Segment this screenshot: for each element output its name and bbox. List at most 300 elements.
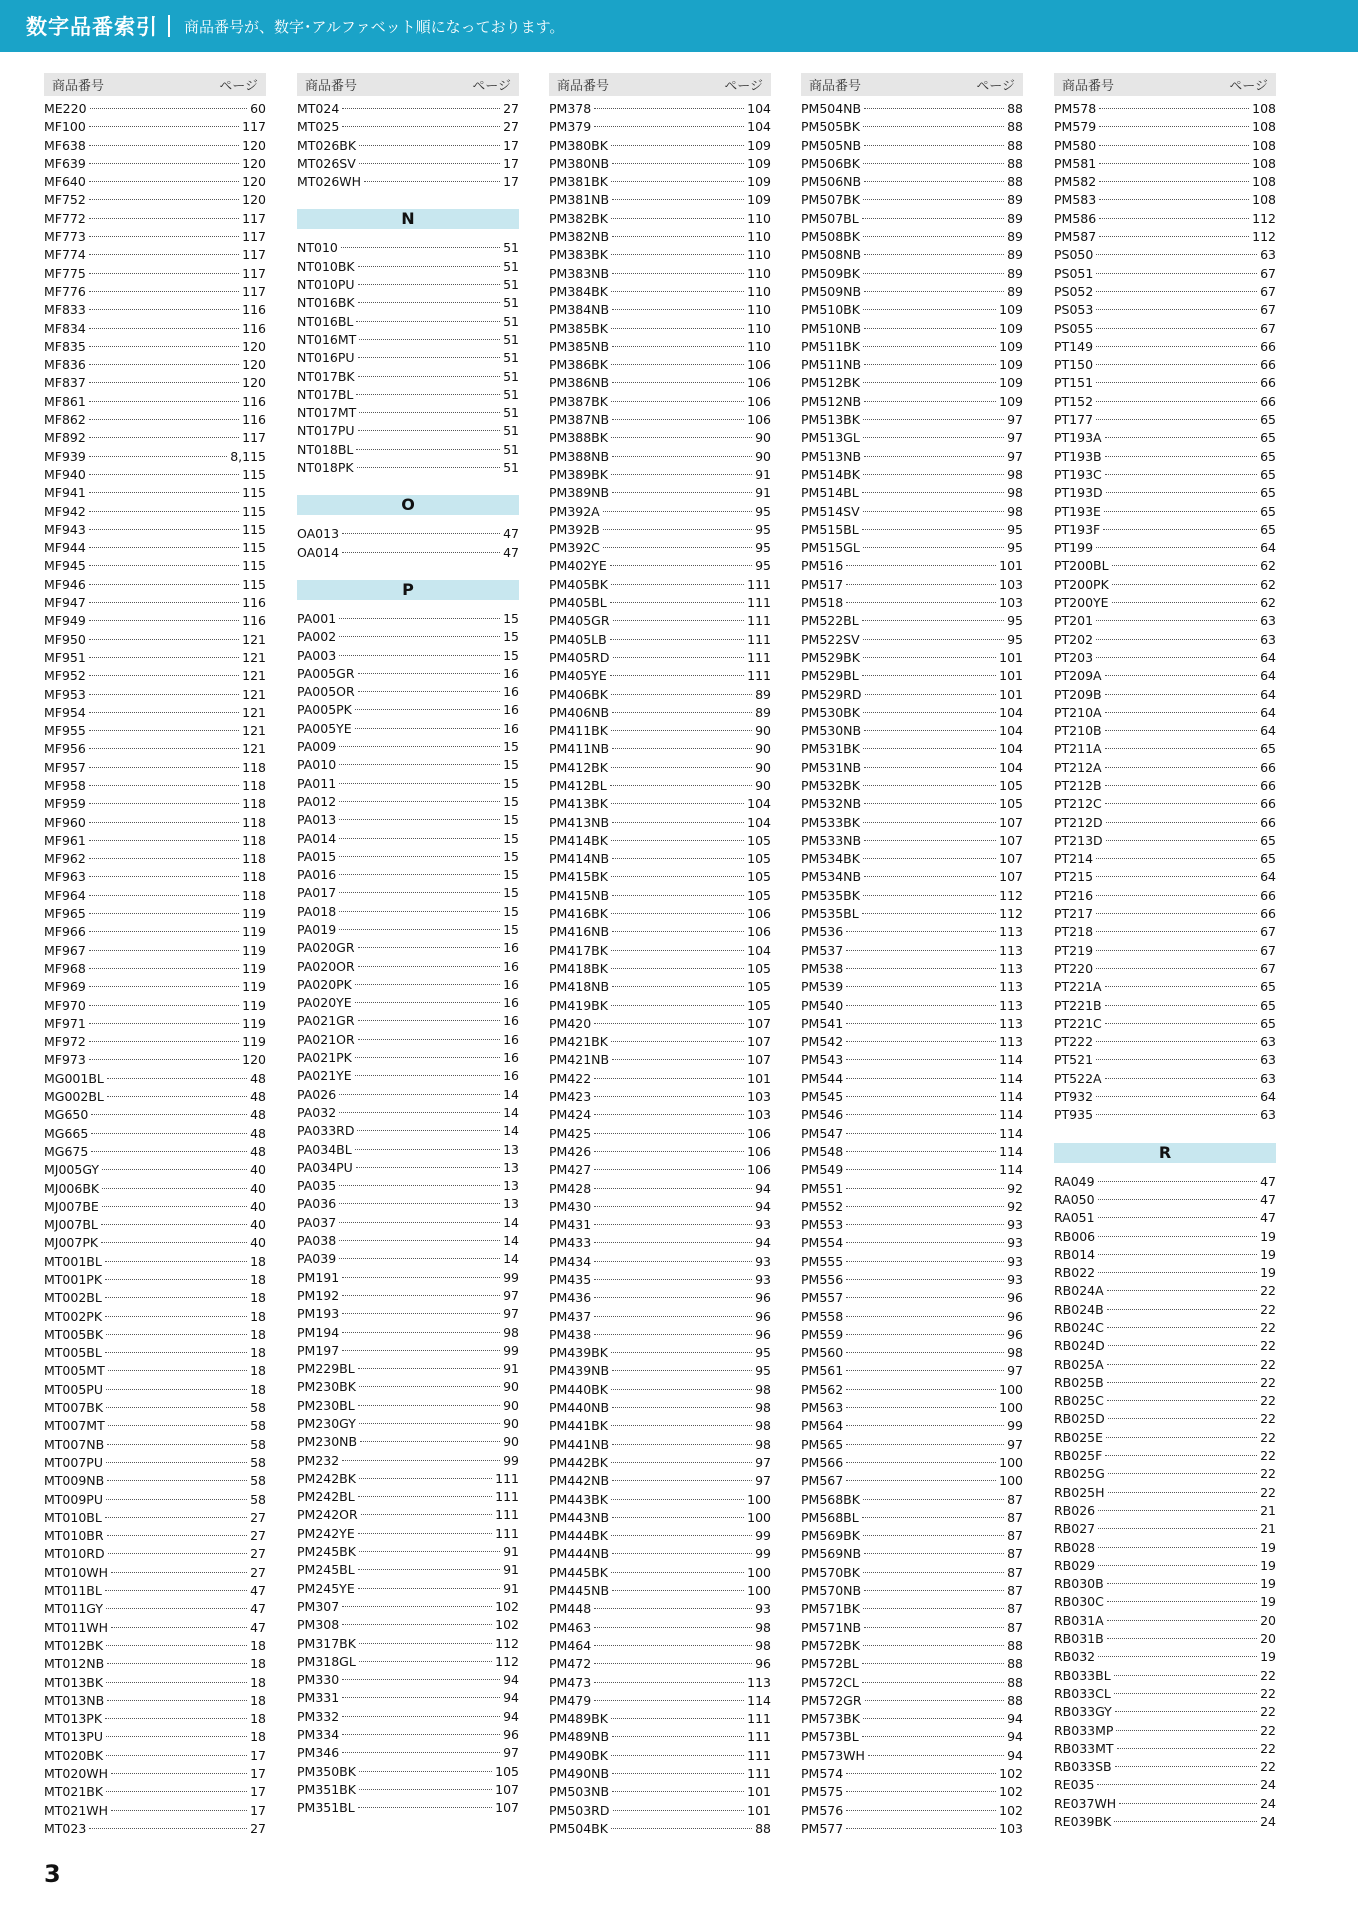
leader-dots — [612, 1791, 744, 1792]
leader-dots — [862, 1663, 1004, 1664]
leader-dots — [1112, 584, 1257, 585]
leader-dots — [107, 1663, 247, 1664]
page-ref: 51 — [503, 277, 519, 293]
product-code: MF958 — [44, 777, 86, 793]
product-code: PM434 — [549, 1253, 592, 1269]
product-code: PM577 — [801, 1820, 844, 1836]
leader-dots — [862, 1682, 1004, 1683]
page-ref: 113 — [999, 942, 1023, 958]
index-entry — [801, 631, 1023, 649]
leader-dots — [863, 273, 1004, 274]
page-ref: 65 — [1260, 521, 1276, 537]
page-ref: 101 — [747, 1784, 771, 1800]
index-entry — [549, 923, 771, 941]
product-code: PT216 — [1054, 887, 1094, 903]
page-ref: 16 — [503, 702, 519, 718]
index-entry — [44, 448, 266, 466]
index-entry — [549, 978, 771, 996]
product-code: PM505NB — [801, 137, 862, 153]
product-code: PM561 — [801, 1363, 844, 1379]
page-ref: 15 — [503, 830, 519, 846]
page-ref: 65 — [1260, 1015, 1276, 1031]
page-ref: 106 — [747, 1143, 771, 1159]
index-entry — [297, 1031, 519, 1049]
index-entry — [801, 356, 1023, 374]
leader-dots — [1098, 1272, 1257, 1273]
leader-dots — [1105, 1023, 1257, 1024]
page-ref: 19 — [1260, 1594, 1276, 1610]
page-ref: 120 — [242, 357, 266, 373]
leader-dots — [846, 986, 996, 987]
product-code: PM197 — [297, 1342, 340, 1358]
page-ref: 27 — [250, 1820, 266, 1836]
product-code: MT012BK — [44, 1637, 104, 1653]
index-entry — [801, 210, 1023, 228]
page-ref: 116 — [242, 412, 266, 428]
page-ref: 47 — [1260, 1191, 1276, 1207]
index-entry — [44, 301, 266, 319]
page-ref: 106 — [747, 1162, 771, 1178]
leader-dots — [106, 1499, 247, 1500]
leader-dots — [1105, 1455, 1257, 1456]
page-ref: 98 — [503, 1324, 519, 1340]
page-ref: 27 — [503, 119, 519, 135]
index-entry — [549, 118, 771, 136]
page-ref: 21 — [1260, 1502, 1276, 1518]
leader-dots — [105, 1517, 247, 1518]
leader-dots — [89, 273, 239, 274]
index-entry — [801, 1600, 1023, 1618]
page-ref: 88 — [1007, 137, 1023, 153]
leader-dots — [89, 602, 239, 603]
leader-dots — [1096, 1059, 1257, 1060]
product-code: PA019 — [297, 921, 337, 937]
page-ref: 95 — [755, 540, 771, 556]
page-ref: 111 — [495, 1470, 519, 1486]
product-code: PT209B — [1054, 686, 1102, 702]
index-entry — [44, 1088, 266, 1106]
product-code: PM229BL — [297, 1361, 355, 1377]
page-ref: 48 — [250, 1107, 266, 1123]
index-entry — [1054, 960, 1276, 978]
leader-dots — [1115, 1766, 1257, 1767]
index-entry — [44, 832, 266, 850]
page-ref: 16 — [503, 1013, 519, 1029]
product-code: PM583 — [1054, 192, 1097, 208]
page-ref: 90 — [755, 430, 771, 446]
page-ref: 101 — [999, 686, 1023, 702]
leader-dots — [868, 1755, 1004, 1756]
product-code: RB031B — [1054, 1631, 1104, 1647]
product-code: PM387NB — [549, 412, 610, 428]
leader-dots — [342, 533, 500, 534]
leader-dots — [89, 565, 239, 566]
product-code: PT200BL — [1054, 558, 1109, 574]
index-entry — [297, 1506, 519, 1524]
leader-dots — [359, 1386, 500, 1387]
leader-dots — [358, 430, 501, 431]
index-entry — [1054, 246, 1276, 264]
leader-dots — [846, 1444, 1004, 1445]
page-ref: 48 — [250, 1143, 266, 1159]
page-ref: 109 — [747, 137, 771, 153]
product-code: PM507BK — [801, 192, 860, 208]
index-entry — [44, 100, 266, 118]
index-entry — [801, 100, 1023, 118]
index-entry — [1054, 576, 1276, 594]
page-ref: 17 — [250, 1802, 266, 1818]
page-ref: 19 — [1260, 1649, 1276, 1665]
page-ref: 62 — [1260, 576, 1276, 592]
index-entry — [549, 173, 771, 191]
product-code: PM445NB — [549, 1583, 610, 1599]
page-ref: 65 — [1260, 485, 1276, 501]
index-header — [0, 0, 1358, 52]
product-code: PM435 — [549, 1272, 592, 1287]
index-entry — [1054, 1015, 1276, 1033]
leader-dots — [89, 785, 239, 786]
leader-dots — [342, 552, 500, 553]
page-ref: 67 — [1260, 320, 1276, 336]
leader-dots — [339, 929, 500, 930]
leader-dots — [612, 309, 744, 310]
product-code: PM514SV — [801, 503, 860, 519]
page-ref: 16 — [503, 976, 519, 992]
index-entry — [549, 612, 771, 630]
page-ref: 18 — [250, 1381, 266, 1397]
leader-dots — [1098, 1236, 1257, 1237]
index-entry — [44, 1454, 266, 1472]
leader-dots — [89, 584, 239, 585]
leader-dots — [356, 321, 500, 322]
page-ref: 15 — [503, 848, 519, 864]
product-code: PM414NB — [549, 851, 610, 867]
index-entry — [549, 429, 771, 447]
page-ref: 20 — [1260, 1631, 1276, 1647]
index-entry — [297, 1744, 519, 1762]
product-code: PM383NB — [549, 265, 610, 281]
index-entry — [44, 923, 266, 941]
leader-dots — [612, 492, 752, 493]
leader-dots — [846, 1828, 996, 1829]
page-ref: 66 — [1260, 796, 1276, 812]
index-entry — [801, 191, 1023, 209]
page-ref: 22 — [1260, 1759, 1276, 1775]
product-code: PT193C — [1054, 466, 1102, 482]
index-entry — [44, 1417, 266, 1435]
page-ref: 96 — [503, 1727, 519, 1743]
product-code: PM504BK — [549, 1820, 608, 1836]
index-entry — [44, 246, 266, 264]
index-entry — [549, 1472, 771, 1490]
product-code: MJ007BE — [44, 1198, 99, 1214]
leader-dots — [1105, 675, 1258, 676]
product-code: MF968 — [44, 960, 86, 976]
index-entry — [1054, 411, 1276, 429]
product-code: MT026BK — [297, 137, 357, 153]
page-ref: 105 — [999, 796, 1023, 812]
index-entry — [1054, 1392, 1276, 1410]
leader-dots — [610, 565, 752, 566]
index-entry — [44, 265, 266, 283]
product-code: MF775 — [44, 265, 86, 281]
page-ref: 63 — [1260, 247, 1276, 263]
leader-dots — [862, 1736, 1004, 1737]
page-ref: 98 — [755, 1418, 771, 1434]
page-ref: 95 — [755, 521, 771, 537]
product-code: MF953 — [44, 686, 86, 702]
product-code: PM573BK — [801, 1711, 860, 1727]
product-code: MT010BR — [44, 1528, 104, 1544]
product-code: PM441BK — [549, 1418, 608, 1434]
page-ref: 66 — [1260, 338, 1276, 354]
leader-dots — [341, 247, 500, 248]
product-code: MF963 — [44, 869, 86, 885]
index-entry — [1054, 1520, 1276, 1538]
page-ref: 104 — [999, 741, 1023, 757]
product-code: PT150 — [1054, 357, 1094, 373]
leader-dots — [846, 1078, 996, 1079]
product-code: RE035 — [1054, 1777, 1095, 1793]
index-entry — [297, 441, 519, 459]
index-entry — [297, 1104, 519, 1122]
product-code: PM431 — [549, 1217, 592, 1233]
page-ref: 118 — [242, 887, 266, 903]
index-entry — [801, 393, 1023, 411]
page-ref: 105 — [747, 869, 771, 885]
leader-dots — [355, 709, 500, 710]
product-code: PM433 — [549, 1235, 592, 1251]
index-entry — [1054, 137, 1276, 155]
leader-dots — [862, 218, 1004, 219]
page-ref: 92 — [1007, 1180, 1023, 1196]
leader-dots — [358, 947, 501, 948]
page-ref: 104 — [999, 759, 1023, 775]
product-code: PM538 — [801, 960, 844, 976]
page-ref: 93 — [1007, 1253, 1023, 1269]
section-letter: N — [297, 209, 519, 229]
page-ref: 110 — [747, 320, 771, 336]
page-ref: 90 — [755, 759, 771, 775]
leader-dots — [339, 838, 500, 839]
leader-dots — [863, 1645, 1004, 1646]
page-ref: 22 — [1260, 1685, 1276, 1701]
product-code: PM512NB — [801, 393, 862, 409]
leader-dots — [846, 1023, 996, 1024]
page-ref: 65 — [1260, 979, 1276, 995]
page-ref: 24 — [1260, 1795, 1276, 1811]
index-entry — [1054, 283, 1276, 301]
leader-dots — [863, 547, 1004, 548]
leader-dots — [358, 691, 500, 692]
page-ref: 88 — [1007, 155, 1023, 171]
leader-dots — [89, 968, 239, 969]
product-code: NT010 — [297, 240, 338, 256]
leader-dots — [106, 1791, 247, 1792]
product-code: MF892 — [44, 430, 86, 446]
page-ref: 22 — [1260, 1283, 1276, 1299]
leader-dots — [342, 1606, 492, 1607]
index-entry — [801, 997, 1023, 1015]
index-entry — [1054, 503, 1276, 521]
page-ref: 67 — [1260, 283, 1276, 299]
page-ref: 66 — [1260, 906, 1276, 922]
page-ref: 93 — [1007, 1217, 1023, 1233]
page-ref: 120 — [242, 1052, 266, 1068]
index-entry — [297, 1067, 519, 1085]
page-ref: 90 — [503, 1416, 519, 1431]
leader-dots — [1096, 950, 1257, 951]
leader-dots — [108, 1425, 247, 1426]
product-code: PM560 — [801, 1345, 844, 1361]
leader-dots — [864, 840, 996, 841]
index-entry — [801, 649, 1023, 667]
leader-dots — [1096, 895, 1257, 896]
index-entry — [297, 683, 519, 701]
page-ref: 51 — [503, 386, 519, 402]
index-entry — [801, 338, 1023, 356]
product-code: PM556 — [801, 1272, 844, 1287]
page-ref: 101 — [999, 649, 1023, 665]
page-ref: 87 — [1007, 1583, 1023, 1599]
leader-dots — [864, 803, 996, 804]
leader-dots — [1105, 1078, 1258, 1079]
product-code: MF943 — [44, 521, 86, 537]
product-code: MT002PK — [44, 1308, 103, 1324]
index-entry — [549, 155, 771, 173]
leader-dots — [1096, 1041, 1257, 1042]
product-code: PA016 — [297, 867, 337, 883]
product-code: PA013 — [297, 812, 337, 828]
index-entry — [44, 868, 266, 886]
index-entry — [549, 1820, 771, 1838]
product-code: PM382NB — [549, 229, 610, 245]
index-entry — [297, 239, 519, 257]
index-entry — [549, 649, 771, 667]
leader-dots — [101, 1242, 247, 1243]
page-ref: 14 — [503, 1086, 519, 1102]
page-ref: 115 — [242, 466, 266, 482]
product-code: PM511NB — [801, 357, 862, 373]
index-entry — [44, 1564, 266, 1582]
product-code: RB033GY — [1054, 1704, 1112, 1720]
leader-dots — [358, 357, 501, 358]
index-entry — [297, 100, 519, 118]
product-code: MJ007PK — [44, 1235, 99, 1251]
index-entry — [44, 283, 266, 301]
page-ref: 24 — [1260, 1777, 1276, 1793]
leader-dots — [106, 1645, 247, 1646]
leader-dots — [594, 1297, 752, 1298]
product-code: PM381BK — [549, 174, 608, 190]
page-ref: 97 — [755, 1473, 771, 1489]
product-code: PM416BK — [549, 906, 608, 922]
index-entry — [549, 411, 771, 429]
leader-dots — [1116, 1730, 1257, 1731]
product-code: PM380NB — [549, 155, 610, 171]
leader-dots — [603, 529, 752, 530]
leader-dots — [1096, 273, 1257, 274]
page-ref: 120 — [242, 137, 266, 153]
index-entry — [549, 1600, 771, 1618]
index-entry — [549, 283, 771, 301]
product-code: PM531NB — [801, 759, 862, 775]
page-ref: 15 — [503, 867, 519, 883]
index-entry — [801, 503, 1023, 521]
product-code: MT009PU — [44, 1491, 103, 1507]
leader-dots — [106, 1682, 247, 1683]
page-ref: 58 — [250, 1454, 266, 1470]
leader-dots — [862, 620, 1004, 621]
index-subtitle: 商品番号が、数字･アルファベット順になっております。 — [184, 17, 565, 36]
index-entry — [1054, 301, 1276, 319]
index-entry — [1054, 1033, 1276, 1051]
product-code: PA020YE — [297, 995, 352, 1011]
product-code: PT209A — [1054, 668, 1102, 684]
product-code: PT935 — [1054, 1107, 1094, 1123]
index-entry — [1054, 1173, 1276, 1191]
leader-dots — [339, 1258, 500, 1259]
product-code: MT011WH — [44, 1619, 109, 1635]
page-ref: 104 — [747, 814, 771, 830]
product-code: PM442NB — [549, 1473, 610, 1489]
leader-dots — [1105, 803, 1257, 804]
product-code: MT010WH — [44, 1564, 109, 1580]
leader-dots — [611, 1352, 752, 1353]
product-code: PM572BL — [801, 1656, 859, 1672]
product-code: PM531BK — [801, 741, 860, 757]
product-code: PM230BK — [297, 1379, 356, 1395]
product-code: NT010PU — [297, 277, 355, 293]
index-entry — [44, 1070, 266, 1088]
product-code: MT020WH — [44, 1766, 109, 1782]
index-entry — [549, 576, 771, 594]
leader-dots — [89, 456, 227, 457]
page-ref: 16 — [503, 1068, 519, 1084]
leader-dots — [846, 1151, 996, 1152]
index-entry — [801, 960, 1023, 978]
page-ref: 14 — [503, 1214, 519, 1230]
leader-dots — [355, 728, 500, 729]
product-code: PT210B — [1054, 723, 1102, 739]
product-code: PM542 — [801, 1034, 844, 1050]
page-ref: 51 — [503, 331, 519, 347]
page-ref: 114 — [747, 1692, 771, 1708]
leader-dots — [364, 181, 500, 182]
product-code: RB033MP — [1054, 1722, 1114, 1738]
index-entry — [801, 374, 1023, 392]
page-ref: 121 — [242, 704, 266, 720]
product-code: PM564 — [801, 1418, 844, 1434]
product-code: MF966 — [44, 924, 86, 940]
product-code: MF970 — [44, 997, 86, 1013]
page-ref: 67 — [1260, 960, 1276, 976]
product-code: PA021OR — [297, 1031, 355, 1047]
product-code: PM346 — [297, 1745, 340, 1761]
leader-dots — [864, 730, 996, 731]
index-entry — [297, 1250, 519, 1268]
index-entry — [801, 740, 1023, 758]
index-entry — [1054, 868, 1276, 886]
page-ref: 116 — [242, 320, 266, 336]
page-ref: 16 — [503, 940, 519, 956]
page-ref: 117 — [242, 265, 266, 281]
page-ref: 105 — [747, 887, 771, 903]
leader-dots — [89, 694, 239, 695]
leader-dots — [342, 126, 500, 127]
product-code: MF100 — [44, 119, 86, 135]
column-header-page: ページ — [1229, 79, 1268, 94]
